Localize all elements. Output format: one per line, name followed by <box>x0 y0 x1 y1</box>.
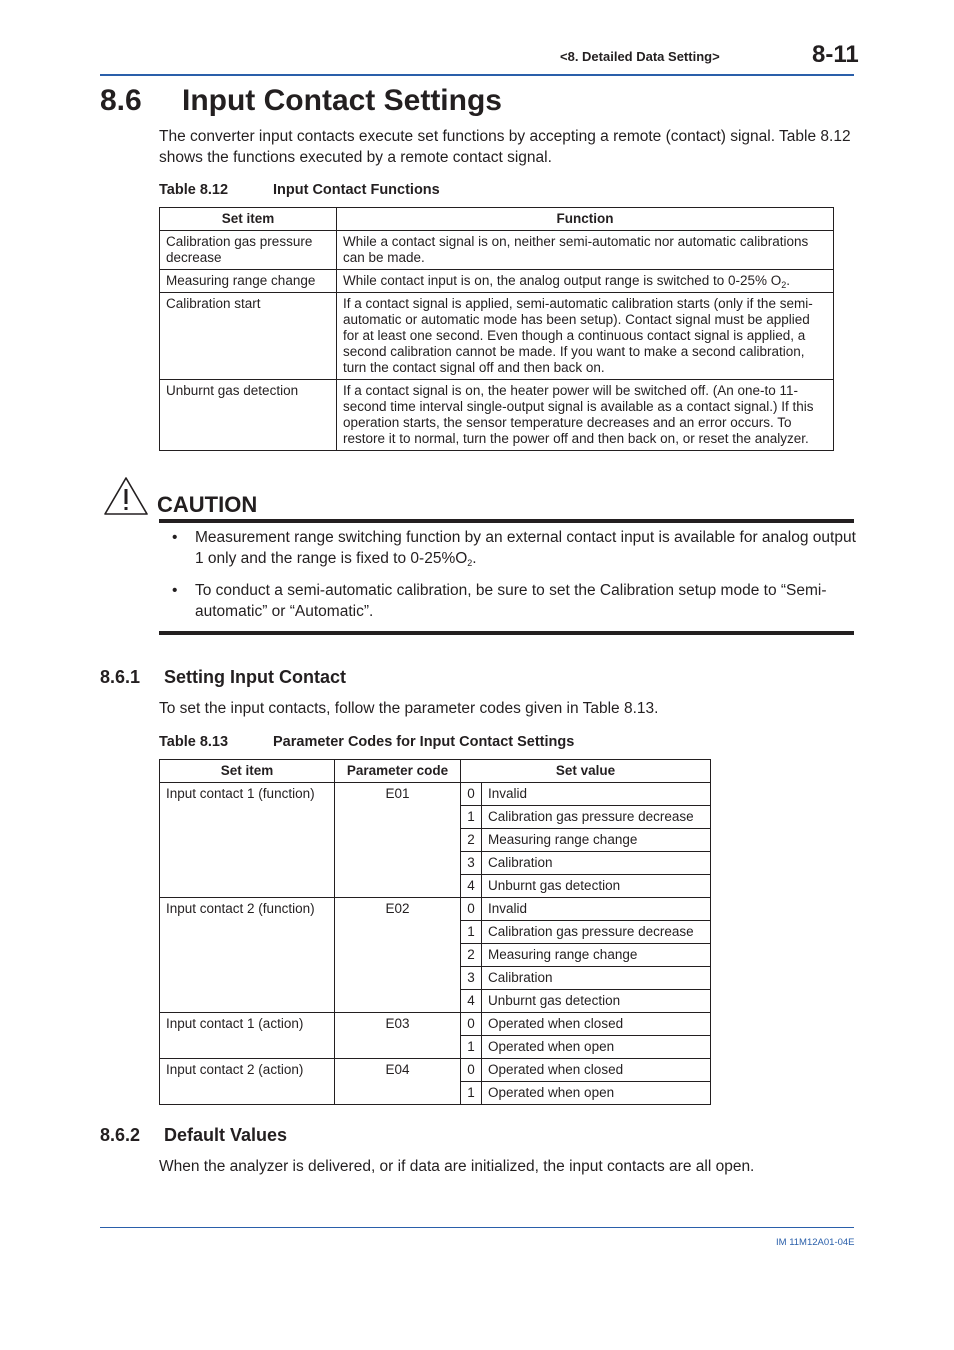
set-value-label: Measuring range change <box>482 829 711 852</box>
column-header: Parameter code <box>335 760 461 783</box>
column-header: Set item <box>160 760 335 783</box>
set-item-cell: Measuring range change <box>160 270 337 293</box>
set-value-number: 1 <box>461 921 482 944</box>
section-title: Input Contact Settings <box>182 84 502 117</box>
parameter-code-cell: E03 <box>335 1013 461 1059</box>
caution-title: CAUTION <box>157 492 258 517</box>
set-value-label: Operated when open <box>482 1036 711 1059</box>
table-title: Input Contact Functions <box>273 182 440 198</box>
set-item-cell: Input contact 2 (function) <box>160 898 335 1013</box>
section-intro: The converter input contacts execute set functions by accepting a remote (contact) signal. Table 8.12 shows the functions executed by a remote contact signal. <box>159 128 851 166</box>
set-value-number: 2 <box>461 944 482 967</box>
footer-rule <box>100 1227 854 1228</box>
set-value-number: 1 <box>461 806 482 829</box>
table-8-12-caption <box>159 182 440 198</box>
set-item-cell: Input contact 2 (action) <box>160 1059 335 1105</box>
parameter-code-cell: E02 <box>335 898 461 1013</box>
set-value-label: Operated when closed <box>482 1059 711 1082</box>
set-item-cell: Input contact 1 (action) <box>160 1013 335 1059</box>
table-label: Table 8.13 <box>159 734 229 750</box>
table-title: Parameter Codes for Input Contact Settings <box>273 734 575 750</box>
set-value-number: 3 <box>461 852 482 875</box>
set-value-number: 0 <box>461 783 482 806</box>
set-item-cell: Calibration start <box>160 293 337 380</box>
column-header: Set item <box>160 208 337 231</box>
function-cell: If a contact signal is applied, semi-automatic calibration starts (only if the semi-automatic or automatic mode has been setup). Contact signal must be applied for at least one second. Even though a continuous contact signal is applied, a second calibration cannot be made. If you want to make a second calibration, turn the contact signal off and then back on. <box>337 293 834 380</box>
subsection-title: Setting Input Contact <box>164 667 346 687</box>
set-value-label: Unburnt gas detection <box>482 875 711 898</box>
table-row <box>160 293 834 380</box>
page-number: 8-11 <box>812 41 859 68</box>
set-value-label: Invalid <box>482 898 711 921</box>
table-row <box>160 231 834 270</box>
set-value-label: Unburnt gas detection <box>482 990 711 1013</box>
set-value-number: 0 <box>461 1059 482 1082</box>
subsection-number: 8.6.2 <box>100 1125 141 1145</box>
section-number: 8.6 <box>100 84 142 117</box>
set-value-number: 2 <box>461 829 482 852</box>
set-value-number: 0 <box>461 898 482 921</box>
column-header: Set value <box>461 760 711 783</box>
set-value-label: Invalid <box>482 783 711 806</box>
set-value-number: 1 <box>461 1082 482 1105</box>
table-row <box>160 1059 711 1082</box>
set-value-number: 4 <box>461 875 482 898</box>
set-value-label: Calibration gas pressure decrease <box>482 806 711 829</box>
table-8-13-caption <box>159 734 574 750</box>
caution-bottom-rule <box>159 631 854 635</box>
table-row <box>160 783 711 806</box>
set-value-number: 0 <box>461 1013 482 1036</box>
column-header: Function <box>337 208 834 231</box>
header-rule <box>100 74 854 76</box>
input-contact-functions-table <box>159 207 834 451</box>
set-value-number: 1 <box>461 1036 482 1059</box>
set-value-label: Calibration <box>482 967 711 990</box>
set-value-label: Calibration gas pressure decrease <box>482 921 711 944</box>
function-cell: While contact input is on, the analog output range is switched to 0-25% $O_2$. <box>337 270 834 293</box>
bullet-dot: • <box>172 582 178 599</box>
table-label: Table 8.12 <box>159 182 229 198</box>
subsection-heading <box>100 667 346 688</box>
table-row <box>160 380 834 451</box>
subsection-text: To set the input contacts, follow the parameter codes given in Table 8.13. <box>159 700 659 717</box>
parameter-code-cell: E04 <box>335 1059 461 1105</box>
table-row <box>160 270 834 293</box>
parameter-code-cell: E01 <box>335 783 461 898</box>
subsection-title: Default Values <box>164 1125 288 1145</box>
set-value-label: Operated when open <box>482 1082 711 1105</box>
set-item-cell: Input contact 1 (function) <box>160 783 335 898</box>
function-cell: While a contact signal is on, neither semi-automatic nor automatic calibrations can be made. <box>337 231 834 270</box>
caution-top-rule <box>159 519 854 523</box>
set-item-cell: Unburnt gas detection <box>160 380 337 451</box>
table-row <box>160 1013 711 1036</box>
set-value-label: Measuring range change <box>482 944 711 967</box>
table-row <box>160 898 711 921</box>
section-heading <box>100 84 502 118</box>
subsection-text: When the analyzer is delivered, or if data are initialized, the input contacts are all open. <box>159 1158 755 1175</box>
set-item-cell: Calibration gas pressure decrease <box>160 231 337 270</box>
subsection-number: 8.6.1 <box>100 667 141 687</box>
set-value-label: Calibration <box>482 852 711 875</box>
subsection-heading <box>100 1125 287 1146</box>
set-value-label: Operated when closed <box>482 1013 711 1036</box>
set-value-number: 3 <box>461 967 482 990</box>
running-header-section: <8. Detailed Data Setting> <box>560 49 720 64</box>
set-value-number: 4 <box>461 990 482 1013</box>
bullet-dot: • <box>172 529 178 546</box>
parameter-codes-table <box>159 759 711 1105</box>
caution-text: To conduct a semi-automatic calibration, be sure to set the Calibration setup mode to “Semi-automatic” or “Automatic”. <box>195 582 827 620</box>
function-cell: If a contact signal is on, the heater power will be switched off. (An one-to 11-second time interval single-output signal is available as a contact signal.) If this operation starts, the sensor temperature decreases and an error occurs. To restore it to normal, turn the power off and then back on, or reset the analyzer. <box>337 380 834 451</box>
warning-triangle-icon <box>103 476 149 516</box>
caution-text: Measurement range switching function by an external contact input is available for analog output 1 only and the range is fixed to $0-25\%O_2$. <box>195 529 856 568</box>
document-id: IM 11M12A01-04E <box>776 1237 855 1248</box>
